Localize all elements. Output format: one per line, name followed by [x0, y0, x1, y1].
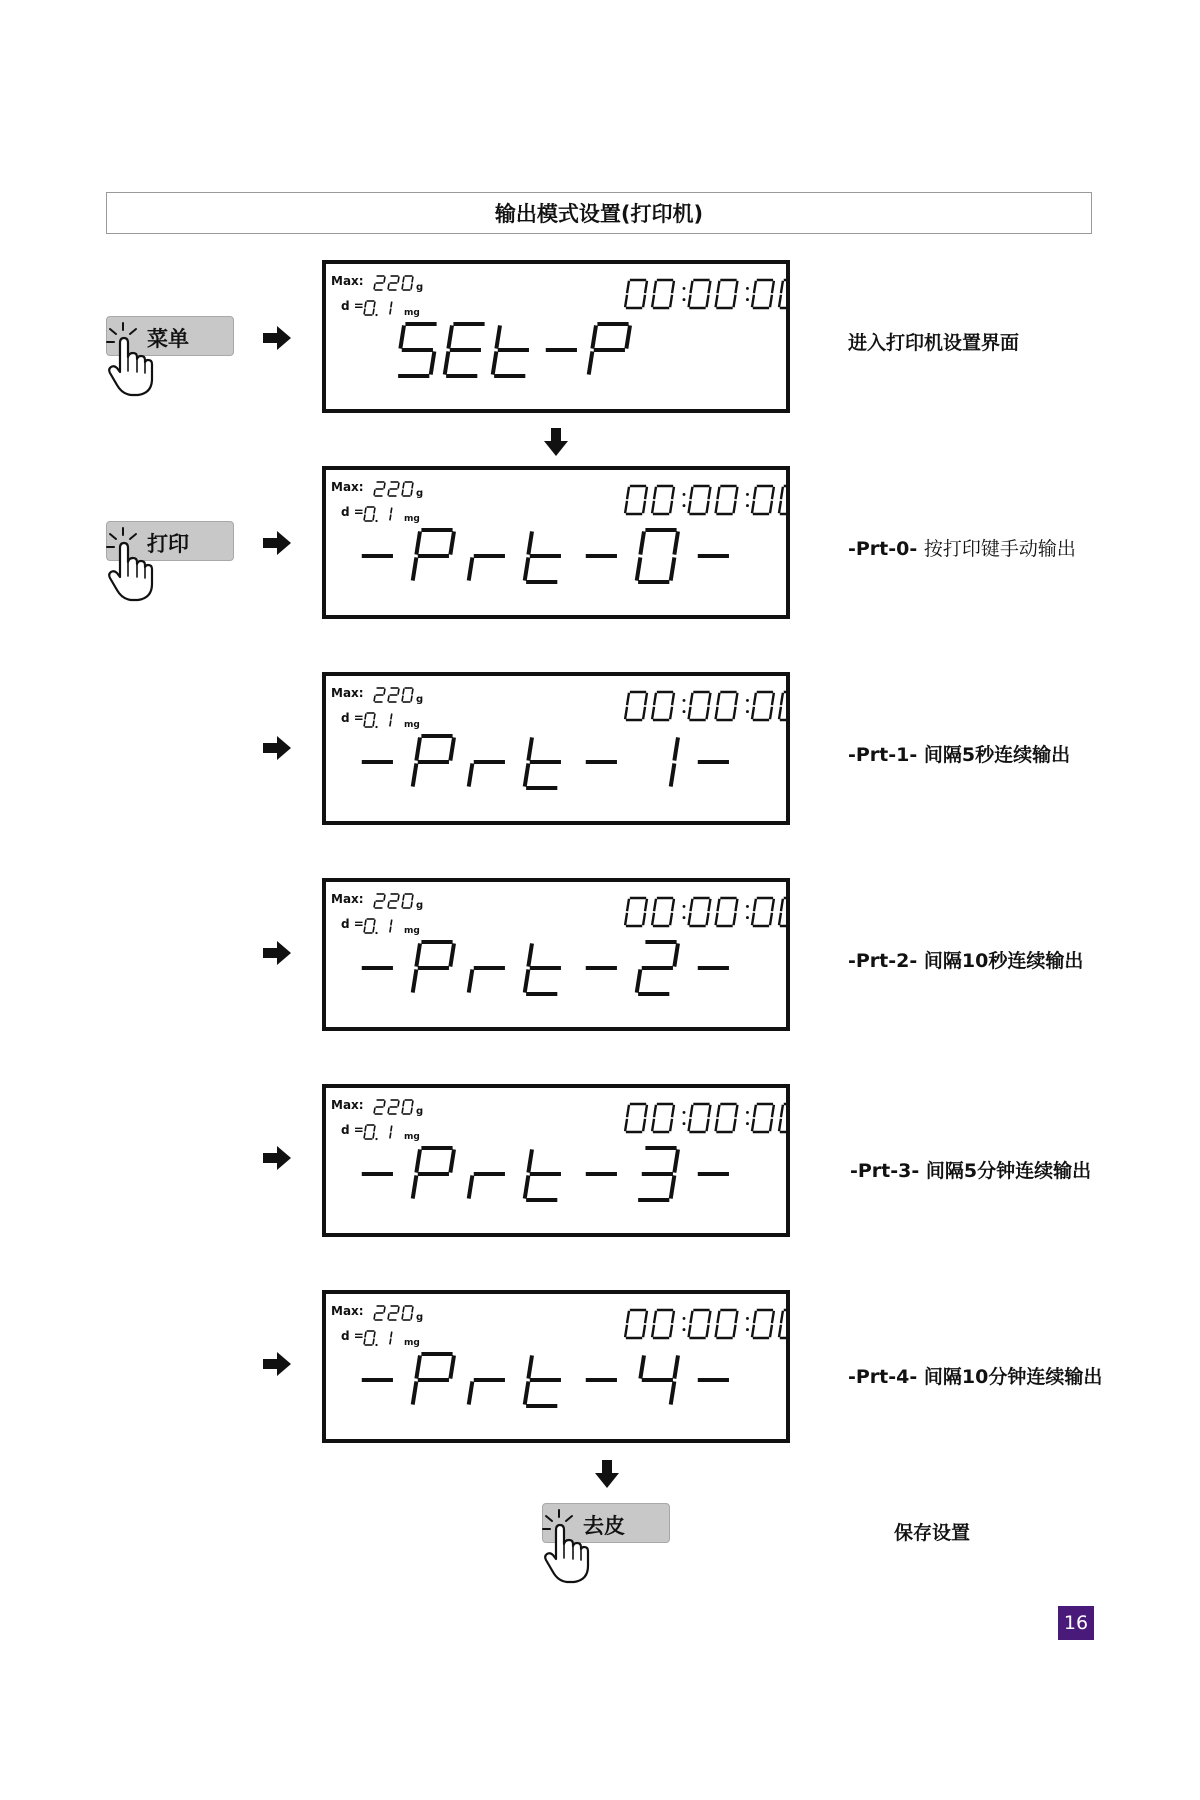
lcd-time-digit — [716, 692, 738, 720]
lcd-max-digit — [374, 1306, 385, 1320]
arrow-right-icon — [262, 324, 292, 352]
lcd-d-digit — [390, 508, 392, 521]
lcd-main-digit — [469, 556, 505, 581]
lcd-time-digit-colon — [683, 287, 686, 290]
arrow-right-icon — [262, 1144, 292, 1172]
lcd-screen — [322, 1290, 790, 1443]
lcd-max-digit — [402, 688, 413, 702]
description-text: 间隔5分钟连续输出 — [925, 1160, 1092, 1182]
lcd-time-digit — [689, 898, 711, 926]
lcd-time-digit — [752, 280, 774, 308]
lcd-main-digit — [469, 1380, 505, 1405]
lcd-time-digit — [752, 486, 774, 514]
lcd-display — [326, 882, 786, 1027]
lcd-screen — [322, 260, 790, 413]
description-code: -Prt-2- — [848, 950, 918, 972]
lcd-max-digit — [388, 1100, 399, 1114]
lcd-d-digit-dot — [375, 314, 377, 316]
description-code: -Prt-0- — [848, 538, 918, 560]
lcd-time-digit — [652, 898, 674, 926]
description-code: -Prt-3- — [850, 1160, 920, 1182]
lcd-main-digit — [525, 737, 561, 788]
lcd-main-digit — [638, 1148, 678, 1200]
lcd-time-digit — [689, 1310, 711, 1338]
lcd-main-digit — [413, 1354, 454, 1405]
description-prt-2 — [848, 946, 1083, 973]
lcd-time-digit-colon — [683, 699, 686, 702]
lcd-main-digit — [398, 324, 436, 376]
lcd-time-digit-colon — [746, 1317, 749, 1320]
description-text: 间隔10秒连续输出 — [923, 950, 1084, 972]
arrow-down-icon — [594, 1459, 620, 1489]
lcd-time-digit — [652, 1104, 674, 1132]
arrow-right-icon — [262, 529, 292, 557]
lcd-max-digit — [388, 1306, 399, 1320]
lcd-max-digit — [388, 276, 399, 290]
description-save: 保存设置 — [894, 1522, 971, 1544]
lcd-screen — [322, 466, 790, 619]
lcd-time-digit-colon — [683, 1111, 686, 1114]
lcd-time-digit-colon — [683, 1317, 686, 1320]
lcd-max-digit — [374, 894, 385, 908]
lcd-main-digit — [445, 324, 485, 376]
lcd-max-unit: g — [416, 1106, 424, 1117]
lcd-time-digit — [779, 692, 786, 720]
lcd-time-digit — [625, 898, 647, 926]
menu-button-label: 菜单 — [147, 327, 189, 351]
lcd-max-digit — [402, 1100, 413, 1114]
lcd-main-digit — [469, 762, 505, 787]
lcd-main-digit — [589, 324, 630, 375]
lcd-time-digit — [752, 692, 774, 720]
lcd-max-digit — [402, 276, 413, 290]
lcd-max-digit — [374, 276, 385, 290]
menu-button[interactable] — [106, 316, 234, 356]
lcd-max-digit — [402, 1306, 413, 1320]
lcd-main-digit — [413, 736, 454, 787]
lcd-time-digit — [625, 1104, 647, 1132]
description-prt-4 — [848, 1362, 1102, 1389]
lcd-d-digit-dot — [375, 1138, 377, 1140]
lcd-max-digit — [402, 894, 413, 908]
lcd-time-digit — [689, 280, 711, 308]
lcd-time-digit — [752, 1310, 774, 1338]
lcd-screen — [322, 878, 790, 1031]
lcd-main-digit — [413, 1148, 454, 1199]
lcd-d-label: d = — [341, 917, 364, 931]
lcd-main-digit — [413, 942, 454, 993]
lcd-screen — [322, 672, 790, 825]
lcd-max-unit: g — [416, 1312, 424, 1323]
description-setup: 进入打印机设置界面 — [848, 332, 1020, 354]
lcd-time-digit — [752, 1104, 774, 1132]
lcd-time-digit-colon — [746, 1122, 749, 1125]
lcd-time-digit — [625, 692, 647, 720]
lcd-time-digit — [689, 486, 711, 514]
lcd-d-digit-dot — [375, 726, 377, 728]
lcd-main-digit — [525, 531, 561, 582]
lcd-time-digit — [652, 692, 674, 720]
lcd-time-digit-colon — [746, 504, 749, 507]
lcd-time-digit-colon — [683, 493, 686, 496]
lcd-max-digit — [374, 482, 385, 496]
lcd-time-digit — [625, 486, 647, 514]
lcd-main-digit — [525, 943, 561, 994]
lcd-time-digit-colon — [683, 905, 686, 908]
lcd-d-digit-dot — [375, 1344, 377, 1346]
lcd-d-digit — [390, 1332, 392, 1345]
lcd-max-label: Max: — [331, 892, 364, 906]
print-button[interactable] — [106, 521, 234, 561]
lcd-time-digit-colon — [746, 287, 749, 290]
description-prt-0 — [848, 534, 1076, 561]
lcd-d-label: d = — [341, 711, 364, 725]
lcd-d-unit: mg — [404, 1338, 420, 1348]
lcd-time-digit-colon — [746, 916, 749, 919]
lcd-time-digit — [716, 1310, 738, 1338]
lcd-d-digit — [364, 301, 375, 315]
lcd-max-digit — [374, 1100, 385, 1114]
lcd-main-digit — [469, 1174, 505, 1199]
arrow-right-icon — [262, 1350, 292, 1378]
lcd-time-digit-colon — [683, 710, 686, 713]
description-code: -Prt-4- — [848, 1366, 918, 1388]
lcd-time-digit — [716, 280, 738, 308]
lcd-time-digit-colon — [746, 298, 749, 301]
lcd-time-digit — [689, 692, 711, 720]
lcd-time-digit-colon — [683, 1122, 686, 1125]
lcd-max-digit — [388, 688, 399, 702]
lcd-d-digit — [390, 1126, 392, 1139]
lcd-d-unit: mg — [404, 514, 420, 524]
lcd-main-digit — [413, 530, 454, 581]
lcd-main-digit — [493, 325, 529, 376]
lcd-time-digit — [652, 1310, 674, 1338]
lcd-time-digit — [625, 1310, 647, 1338]
lcd-time-digit-colon — [746, 710, 749, 713]
lcd-d-digit — [364, 507, 375, 521]
lcd-d-digit — [364, 1331, 375, 1345]
description-code: -Prt-1- — [848, 744, 918, 766]
lcd-time-digit — [652, 486, 674, 514]
print-button-label: 打印 — [147, 532, 189, 556]
lcd-time-digit — [779, 486, 786, 514]
page-number: 16 — [1058, 1606, 1094, 1640]
lcd-time-digit — [779, 1310, 786, 1338]
lcd-time-digit-colon — [683, 916, 686, 919]
lcd-max-digit — [374, 688, 385, 702]
lcd-main-digit — [525, 1355, 561, 1406]
lcd-time-digit — [779, 1104, 786, 1132]
lcd-max-unit: g — [416, 900, 424, 911]
lcd-d-digit — [364, 713, 375, 727]
lcd-d-digit-dot — [375, 520, 377, 522]
lcd-max-unit: g — [416, 282, 424, 293]
tare-button-label: 去皮 — [583, 1514, 625, 1538]
lcd-display — [326, 470, 786, 615]
lcd-max-label: Max: — [331, 480, 364, 494]
description-prt-3 — [850, 1156, 1091, 1183]
lcd-display — [326, 1294, 786, 1439]
lcd-main-digit — [469, 968, 505, 993]
lcd-max-unit: g — [416, 694, 424, 705]
lcd-time-digit — [752, 898, 774, 926]
lcd-display — [326, 264, 786, 409]
description-text: 按打印键手动输出 — [923, 538, 1076, 560]
lcd-time-digit-colon — [683, 504, 686, 507]
lcd-time-digit-colon — [683, 298, 686, 301]
lcd-max-label: Max: — [331, 274, 364, 288]
lcd-main-digit — [640, 1355, 678, 1404]
lcd-d-digit — [364, 1125, 375, 1139]
lcd-d-unit: mg — [404, 926, 420, 936]
arrow-down-icon — [543, 427, 569, 457]
lcd-d-label: d = — [341, 1329, 364, 1343]
lcd-main-digit — [637, 530, 678, 582]
lcd-d-digit — [364, 919, 375, 933]
lcd-d-label: d = — [341, 1123, 364, 1137]
lcd-d-unit: mg — [404, 308, 420, 318]
lcd-main-digit — [525, 1149, 561, 1200]
lcd-d-digit-dot — [375, 932, 377, 934]
page-title: 输出模式设置(打印机) — [106, 192, 1092, 234]
description-prt-1 — [848, 740, 1070, 767]
lcd-d-label: d = — [341, 505, 364, 519]
description-text: 间隔5秒连续输出 — [923, 744, 1071, 766]
lcd-max-unit: g — [416, 488, 424, 499]
lcd-max-label: Max: — [331, 1098, 364, 1112]
lcd-time-digit-colon — [746, 1328, 749, 1331]
description-text: 间隔10分钟连续输出 — [923, 1366, 1103, 1388]
arrow-right-icon — [262, 734, 292, 762]
lcd-time-digit — [779, 898, 786, 926]
lcd-display — [326, 676, 786, 821]
lcd-time-digit-colon — [746, 1111, 749, 1114]
lcd-time-digit — [716, 486, 738, 514]
arrow-right-icon — [262, 939, 292, 967]
lcd-time-digit-colon — [746, 699, 749, 702]
tare-button[interactable] — [542, 1503, 670, 1543]
lcd-max-digit — [388, 894, 399, 908]
lcd-time-digit-colon — [746, 905, 749, 908]
lcd-d-digit — [390, 920, 392, 933]
lcd-max-label: Max: — [331, 1304, 364, 1318]
lcd-main-digit — [637, 942, 678, 994]
lcd-time-digit — [716, 898, 738, 926]
lcd-time-digit — [716, 1104, 738, 1132]
lcd-max-digit — [388, 482, 399, 496]
lcd-d-digit — [390, 302, 392, 315]
lcd-time-digit — [652, 280, 674, 308]
lcd-time-digit-colon — [746, 493, 749, 496]
lcd-max-label: Max: — [331, 686, 364, 700]
lcd-d-unit: mg — [404, 720, 420, 730]
lcd-max-digit — [402, 482, 413, 496]
lcd-d-digit — [390, 714, 392, 727]
lcd-time-digit — [779, 280, 786, 308]
lcd-time-digit — [689, 1104, 711, 1132]
lcd-display — [326, 1088, 786, 1233]
lcd-time-digit-colon — [683, 1328, 686, 1331]
lcd-main-digit — [671, 737, 678, 786]
lcd-time-digit — [625, 280, 647, 308]
lcd-d-label: d = — [341, 299, 364, 313]
lcd-d-unit: mg — [404, 1132, 420, 1142]
lcd-screen — [322, 1084, 790, 1237]
